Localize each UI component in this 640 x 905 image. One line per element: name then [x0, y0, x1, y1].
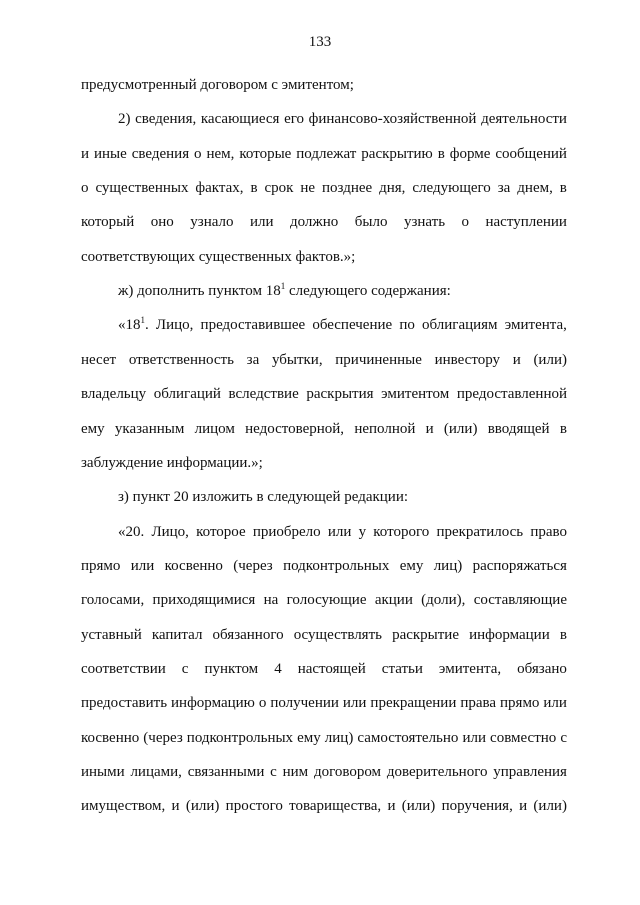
word: за — [246, 351, 260, 368]
word: или — [543, 695, 567, 712]
text-line — [81, 213, 567, 231]
word: убытки, — [271, 351, 323, 368]
text-line — [81, 626, 567, 644]
word: эмитентом — [381, 386, 450, 403]
text-line — [81, 660, 567, 678]
word: или — [130, 557, 155, 574]
word: поручения, — [441, 798, 513, 815]
word: соответствии — [81, 660, 166, 677]
word: уставный — [81, 626, 142, 643]
text-line — [81, 420, 567, 438]
word: связанными — [187, 764, 265, 780]
word: ему — [297, 729, 321, 746]
word: предоставить — [81, 695, 168, 712]
text-line: соответствующих существенных фактов.»; — [81, 248, 356, 265]
word: обеспечение — [312, 317, 393, 334]
page-number: 133 — [308, 34, 332, 50]
word: деятельности — [481, 111, 567, 128]
word: или — [249, 214, 274, 231]
word: 4 — [274, 660, 282, 677]
word: товарищества, — [289, 798, 382, 815]
word: обязано — [517, 660, 567, 677]
word: в — [250, 180, 258, 197]
word: или — [462, 729, 486, 746]
word: сообщений — [495, 145, 567, 162]
word: права — [460, 695, 497, 712]
text-line — [81, 385, 567, 403]
word: и — [81, 145, 90, 162]
word: в — [559, 180, 567, 197]
word: которые — [239, 145, 292, 162]
word: 2) — [118, 111, 131, 128]
word: имуществом, — [81, 798, 166, 815]
word: у — [358, 523, 367, 540]
word: его — [284, 111, 305, 128]
word: иными — [81, 764, 125, 780]
word: (или) — [401, 798, 436, 815]
word: косвенно — [81, 729, 140, 746]
word: оно — [150, 214, 174, 231]
word: несет — [81, 351, 117, 368]
word: с — [181, 660, 189, 677]
word: позднее — [322, 180, 373, 197]
word: или — [327, 523, 352, 540]
word: осуществлять — [293, 626, 382, 643]
word: должно — [289, 214, 339, 231]
word: получении — [270, 695, 339, 712]
word: лиц) — [324, 729, 354, 746]
word: сведения — [131, 145, 190, 162]
word: узнало — [190, 214, 234, 231]
word: неполной — [354, 420, 416, 437]
word: право — [530, 523, 567, 540]
word: иные — [93, 145, 127, 162]
word: статьи — [381, 660, 423, 677]
word: составляющие — [473, 592, 567, 609]
word: касающиеся — [200, 111, 280, 128]
superscript: 1 — [280, 281, 286, 292]
text-line: предусмотренный договором с эмитентом; — [81, 77, 354, 93]
word: прямо — [500, 695, 540, 712]
word: ему — [399, 557, 424, 574]
word: (или) — [533, 351, 567, 368]
word: срок — [264, 180, 294, 197]
word: (через — [143, 729, 183, 746]
word: (или) — [533, 798, 567, 815]
word: о — [258, 695, 267, 712]
word: которое — [196, 523, 246, 540]
word: причиненные — [335, 351, 422, 368]
word: и — [387, 798, 396, 815]
word: с — [270, 764, 277, 780]
text-line — [81, 729, 567, 747]
word: недостоверной, — [245, 420, 345, 437]
word: облигаций — [153, 386, 221, 403]
word: прекращении — [370, 695, 457, 712]
word: форме — [449, 145, 491, 162]
text-line — [81, 797, 567, 815]
word: дня, — [379, 180, 406, 197]
word: лицом — [194, 420, 235, 437]
word: о — [194, 145, 202, 162]
word: распоряжаться — [472, 557, 567, 574]
word: и — [425, 420, 434, 437]
text-line — [81, 763, 567, 781]
word: акции — [374, 592, 413, 609]
word: прямо — [81, 557, 121, 574]
word: приобрело — [252, 523, 321, 540]
word: договором — [313, 764, 382, 780]
word: информацию — [171, 695, 255, 712]
word: о — [461, 214, 470, 231]
word: ему — [81, 420, 105, 437]
word: Лицо, — [155, 317, 194, 334]
word: (или) — [443, 420, 478, 437]
text-line: заблуждение информации.»; — [81, 454, 263, 471]
word: ним — [282, 764, 309, 780]
word: инвестору — [434, 351, 500, 368]
word: и — [512, 351, 521, 368]
word: информации — [469, 626, 550, 643]
word: днем, — [517, 180, 553, 197]
word: раскрытие — [392, 626, 459, 643]
word: ответственность — [128, 351, 234, 368]
word: приходящимися — [152, 592, 256, 609]
word: нем, — [206, 145, 235, 162]
word: предоставленной — [456, 386, 567, 403]
text-line — [81, 145, 567, 163]
word: не — [300, 180, 316, 197]
word: на — [263, 592, 279, 609]
word: «20. — [118, 523, 145, 540]
word: и — [171, 798, 180, 815]
text-line: з) пункт 20 изложить в следующей редакции: — [118, 489, 409, 506]
word: лиц) — [433, 557, 463, 574]
word: владельцу — [81, 386, 147, 403]
text-line — [81, 351, 567, 369]
word: раскрытию — [361, 145, 433, 162]
word: (доли), — [421, 592, 466, 609]
word: за — [497, 180, 511, 197]
word: «$18^1$. — [118, 315, 149, 334]
word: вследствие — [228, 386, 299, 403]
text-line — [81, 694, 567, 712]
word: настоящей — [297, 660, 366, 677]
word: существенных — [95, 180, 189, 197]
word: голосующие — [286, 592, 367, 609]
text-line — [118, 110, 567, 128]
word: предоставившее — [200, 317, 306, 334]
word: доверительного — [386, 764, 488, 780]
text-line — [81, 179, 567, 197]
word: в — [437, 145, 445, 162]
word: (или) — [185, 798, 220, 815]
word: простого — [225, 798, 283, 815]
text-line — [81, 591, 567, 609]
word: совместно — [490, 729, 557, 746]
word: в — [559, 626, 567, 643]
word: сведения, — [135, 111, 197, 128]
word: голосами, — [81, 592, 145, 609]
text-line — [118, 316, 567, 334]
word: в — [559, 420, 567, 437]
word: прекратилось — [436, 523, 524, 540]
word: и — [519, 798, 528, 815]
word: которого — [373, 523, 430, 540]
word: Лицо, — [151, 523, 189, 540]
word: облигациям — [422, 317, 498, 334]
word: раскрытия — [306, 386, 374, 403]
word: эмитента, — [504, 317, 567, 334]
word: управления — [493, 764, 567, 780]
word: вводящей — [487, 420, 550, 437]
word: узнать — [403, 214, 446, 231]
word: самостоятельно — [357, 729, 459, 746]
word: (через — [233, 557, 273, 574]
text-line — [81, 557, 567, 575]
word: эмитента, — [438, 660, 502, 677]
word: капитал — [151, 626, 203, 643]
word: косвенно — [164, 557, 223, 574]
word: указанным — [114, 420, 185, 437]
word: финансово-хозяйственной — [308, 111, 477, 128]
word: подконтрольных — [186, 729, 294, 746]
word: или — [342, 695, 367, 712]
text-line — [118, 523, 567, 541]
superscript: 1 — [140, 315, 145, 326]
word: пунктом — [204, 660, 259, 677]
text-line: ж) дополнить пунктом $18^1$ следующего содержания: — [118, 281, 451, 300]
word: было — [354, 214, 388, 231]
word: лицами, — [130, 764, 182, 780]
word: с — [560, 729, 567, 746]
word: наступлении — [485, 214, 567, 231]
word: подконтрольных — [283, 557, 390, 574]
word: по — [399, 317, 415, 334]
word: обязанного — [212, 626, 284, 643]
word: фактах, — [195, 180, 244, 197]
word: подлежат — [296, 145, 357, 162]
word: о — [81, 180, 89, 197]
word: следующего — [412, 180, 491, 197]
word: который — [81, 214, 135, 231]
